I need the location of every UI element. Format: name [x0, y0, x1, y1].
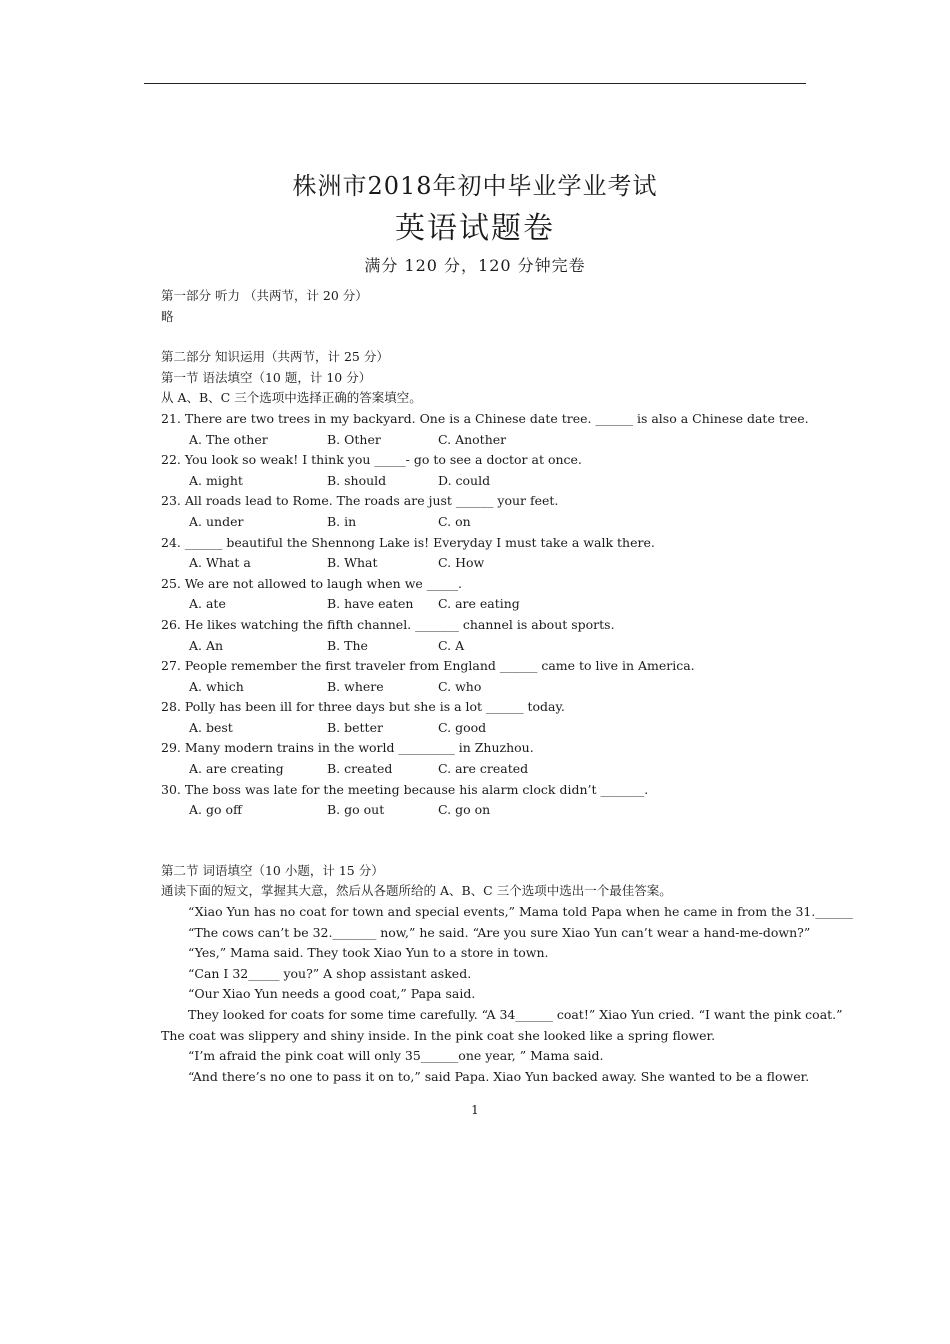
question-options	[161, 718, 861, 739]
question-options	[161, 594, 861, 615]
top-rule	[144, 83, 806, 84]
option-b: B. What	[327, 555, 378, 571]
question-stem: 28. Polly has been ill for three days but she is a lot ______ today.	[161, 699, 565, 715]
passage	[161, 902, 861, 1087]
passage-paragraph: “The cows can’t be 32._______ now,” he said. “Are you sure Xiao Yun can’t wear a hand-me-down?”	[188, 924, 811, 940]
option-b: B. better	[327, 719, 383, 735]
part2-heading: 第二部分 知识运用（共两节，计 25 分）	[161, 349, 389, 365]
option-c: C. A	[438, 637, 465, 653]
question-stem: 23. All roads lead to Rome. The roads are just ______ your feet.	[161, 493, 559, 509]
option-c: C. are eating	[438, 596, 520, 612]
passage-paragraph: “And there’s no one to pass it on to,” said Papa. Xiao Yun backed away. She wanted to be a flower.	[188, 1068, 810, 1084]
passage-paragraph: “Our Xiao Yun needs a good coat,” Papa said.	[188, 986, 476, 1002]
option-a: A. ate	[189, 596, 226, 612]
option-b: B. have eaten	[327, 596, 414, 612]
option-c: C. good	[438, 719, 487, 735]
option-a: A. What a	[189, 555, 251, 571]
option-a: A. go off	[189, 802, 242, 818]
question-options	[161, 512, 861, 533]
question-options	[161, 677, 861, 698]
option-a: A. under	[189, 513, 244, 529]
exam-title: 株洲市2018年初中毕业学业考试	[292, 172, 658, 200]
exam-body	[161, 286, 861, 1087]
option-c: C. who	[438, 678, 482, 694]
question-options	[161, 430, 861, 451]
question-stem: 24. ______ beautiful the Shennong Lake is! Everyday I must take a walk there.	[161, 534, 655, 550]
question-stem: 29. Many modern trains in the world _________ in Zhuzhou.	[161, 740, 534, 756]
exam-score-time: 满分 120 分，120 分钟完卷	[364, 256, 586, 275]
option-c: C. Another	[438, 431, 507, 447]
passage-paragraph: “Yes,” Mama said. They took Xiao Yun to a store in town.	[188, 945, 549, 961]
option-b: B. created	[327, 761, 393, 777]
option-a: A. The other	[189, 431, 268, 447]
option-a: A. might	[189, 472, 243, 488]
passage-paragraph: They looked for coats for some time carefully. “A 34______ coat!” Xiao Yun cried. “I want the pink coat.” The coat was slippery and shiny inside. In the pink coat she looked like a spring flower.	[161, 1007, 843, 1043]
question-stem: 21. There are two trees in my backyard. One is a Chinese date tree. ______ is also a Chinese date tree.	[161, 410, 809, 426]
option-c: C. on	[438, 513, 471, 529]
question-stem: 26. He likes watching the fifth channel. _______ channel is about sports.	[161, 616, 615, 632]
question-options	[161, 800, 861, 821]
option-a: A. are creating	[189, 761, 284, 777]
section2-heading: 第二节 词语填空（10 小题，计 15 分）	[161, 862, 384, 878]
question-list	[161, 409, 861, 821]
question-options	[161, 553, 861, 574]
question-stem: 30. The boss was late for the meeting because his alarm clock didn’t _______.	[161, 781, 649, 797]
passage-paragraph: “I’m afraid the pink coat will only 35______one year, ” Mama said.	[188, 1048, 604, 1064]
option-b: B. The	[327, 637, 368, 653]
option-b: B. in	[327, 513, 357, 529]
question-stem: 25. We are not allowed to laugh when we _____.	[161, 575, 462, 591]
option-b: B. should	[327, 472, 387, 488]
option-a: A. best	[189, 719, 233, 735]
option-b: B. where	[327, 678, 384, 694]
part1-note: 略	[161, 308, 174, 324]
option-b: B. Other	[327, 431, 381, 447]
section1-instruction: 从 A、B、C 三个选项中选择正确的答案填空。	[161, 390, 422, 406]
question-options	[161, 759, 861, 780]
question-stem: 22. You look so weak! I think you _____- go to see a doctor at once.	[161, 452, 582, 468]
page-number: 1	[471, 1103, 479, 1117]
section2-instruction: 通读下面的短文，掌握其大意，然后从各题所给的 A、B、C 三个选项中选出一个最佳答案。	[161, 883, 672, 899]
passage-paragraph: “Xiao Yun has no coat for town and special events,” Mama told Papa when he came in from the 31.______	[188, 904, 853, 920]
option-c: D. could	[438, 472, 491, 488]
question-options	[161, 471, 861, 492]
question-options	[161, 636, 861, 657]
part1-heading: 第一部分 听力 （共两节，计 20 分）	[161, 288, 368, 303]
question-stem: 27. People remember the first traveler from England ______ came to live in America.	[161, 658, 695, 674]
option-a: A. An	[189, 637, 224, 653]
option-b: B. go out	[327, 802, 385, 818]
option-c: C. How	[438, 555, 485, 571]
exam-subject-title: 英语试题卷	[395, 211, 555, 246]
option-c: C. are created	[438, 761, 529, 777]
option-c: C. go on	[438, 802, 491, 818]
option-a: A. which	[189, 678, 244, 694]
passage-paragraph: “Can I 32_____ you?” A shop assistant asked.	[188, 965, 472, 981]
section1-heading: 第一节 语法填空（10 题，计 10 分）	[161, 369, 372, 385]
